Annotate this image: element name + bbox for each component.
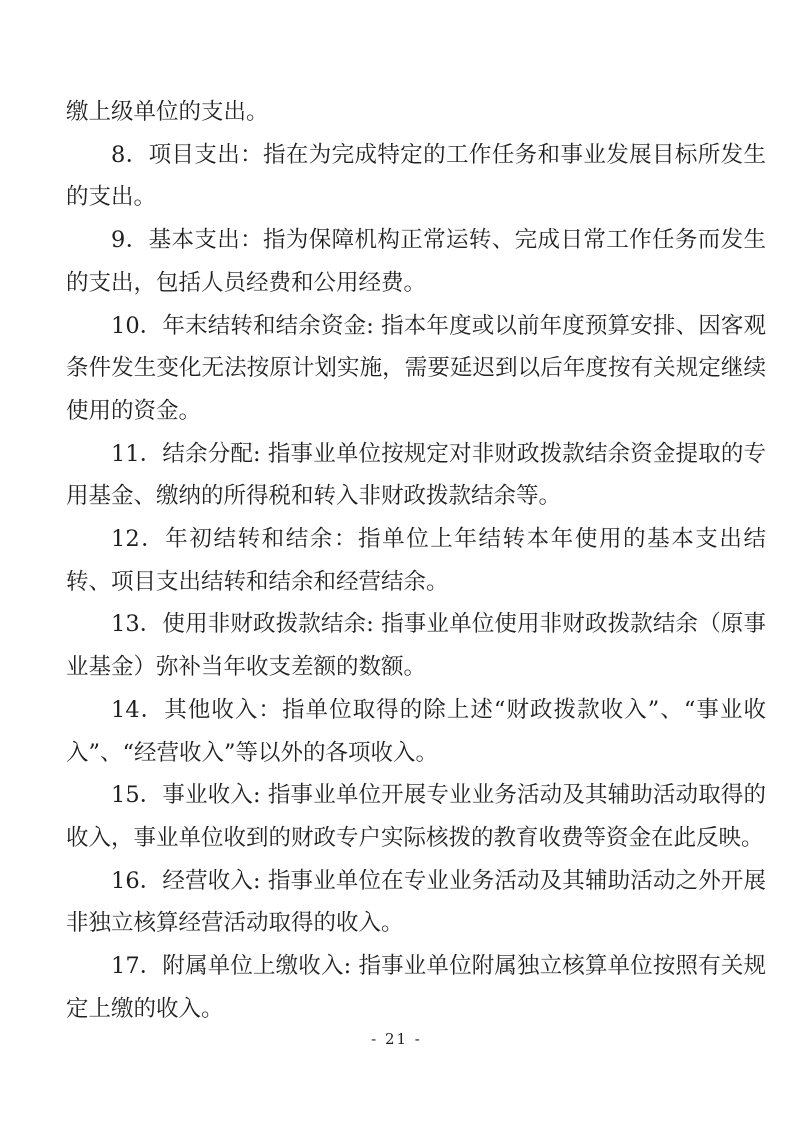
paragraph: 9．基本支出：指为保障机构正常运转、完成日常工作任务而发生的支出，包括人员经费和公用经费。 (66, 227, 766, 296)
paragraph: 13．使用非财政拨款结余: 指事业单位使用非财政拨款结余（原事业基金）弥补当年收支差额的数额。 (66, 611, 766, 681)
paragraph: 10．年末结转和结余资金: 指本年度或以前年度预算安排、因客观条件发生变化无法按原计划实施，需要延迟到以后年度按有关规定继续使用的资金。 (66, 312, 766, 424)
paragraph: 缴上级单位的支出。 (66, 99, 269, 125)
document-body (66, 91, 766, 1030)
paragraph: 15．事业收入: 指事业单位开展专业业务活动及其辅助活动取得的收入，事业单位收到的财政专户实际核拨的教育收费等资金在此反映。 (66, 782, 766, 851)
paragraph: 16．经营收入: 指事业单位在专业业务活动及其辅助活动之外开展非独立核算经营活动取得的收入。 (66, 867, 766, 937)
paragraph: 14．其他收入：指单位取得的除上述“财政拨款收入”、“事业收入”、“经营收入”等以外的各项收入。 (66, 696, 766, 766)
page-number: - 21 - (371, 1030, 422, 1048)
paragraph: 11．结余分配: 指事业单位按规定对非财政拨款结余资金提取的专用基金、缴纳的所得税和转入非财政拨款结余等。 (66, 440, 766, 510)
paragraph: 12．年初结转和结余：指单位上年结转本年使用的基本支出结转、项目支出结转和结余和经营结余。 (66, 526, 766, 595)
paragraph: 8．项目支出：指在为完成特定的工作任务和事业发展目标所发生的支出。 (66, 141, 766, 211)
paragraph: 17．附属单位上缴收入: 指事业单位附属独立核算单位按照有关规定上缴的收入。 (66, 953, 766, 1022)
